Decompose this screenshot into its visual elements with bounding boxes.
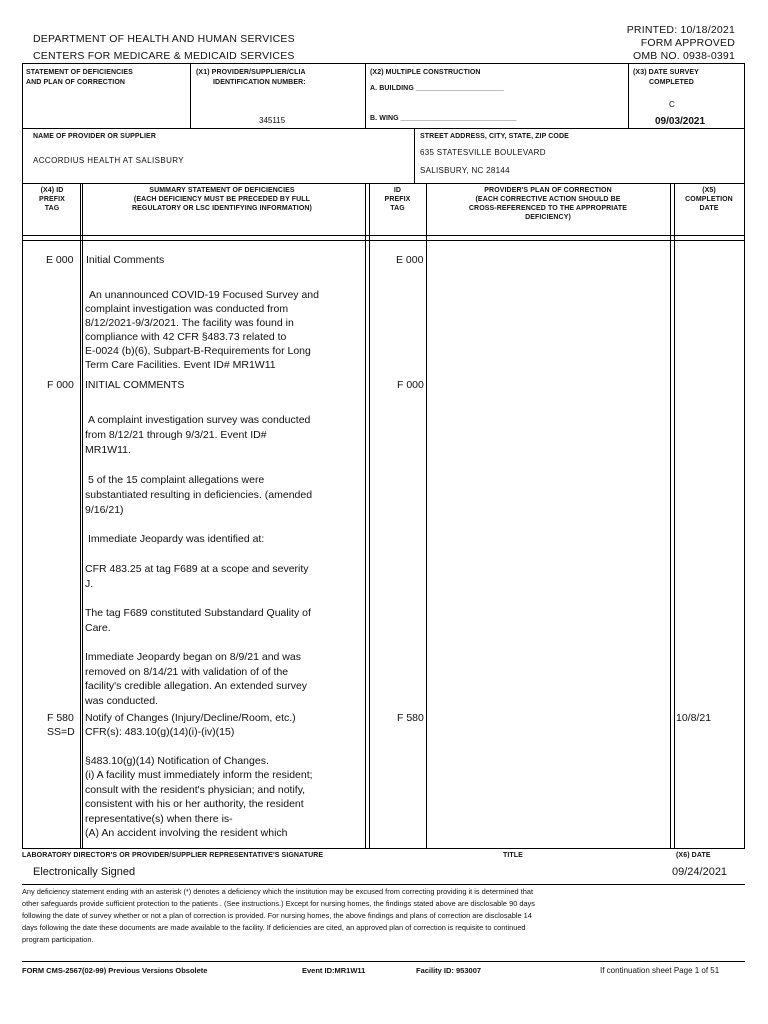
street-address: 635 STATESVILLE BOULEVARD [420,148,546,157]
disclaimer-line: other safeguards provide sufficient protection to the patients . (See instructions.) Except for nursing homes, the findings stated above are disclosable 90 days [22,899,535,908]
disclaimer-line: program participation. [22,935,94,944]
disclaimer-line: Any deficiency statement ending with an asterisk (*) denotes a deficiency which the institution may be excused from correcting providing it is determined that [22,887,534,896]
address-label: STREET ADDRESS, CITY, STATE, ZIP CODE [420,133,569,140]
body-line: J. [85,578,94,590]
body-line: The tag F689 constituted Substandard Quality of [85,607,311,619]
summary-label: SUMMARY STATEMENT OF DEFICIENCIES [149,187,295,194]
body-line: A complaint investigation survey was conducted [88,414,311,426]
plan-label: PROVIDER'S PLAN OF CORRECTION [484,187,612,194]
body-line: removed on 8/14/21 with validation of of the [85,666,289,678]
summary-label-2: (EACH DEFICIENCY MUST BE PRECEDED BY FULL [133,196,311,203]
body-line: §483.10(g)(14) Notification of Changes. [85,755,269,767]
tag-f580-severity: SS=D [47,726,75,738]
form-approved: FORM APPROVED [640,37,735,49]
signature-date: 09/24/2021 [672,866,728,878]
provider-name-label: NAME OF PROVIDER OR SUPPLIER [33,133,156,140]
id-label: ID [393,187,402,194]
agency-title: CENTERS FOR MEDICARE & MEDICAID SERVICES [33,50,295,62]
body-line: MR1W11. [85,444,131,456]
provider-id: 345115 [259,116,286,125]
facility-id: Facility ID: 953007 [416,966,482,975]
body-line: consistent with his or her authority, the resident [85,798,304,810]
tag-f580-right: F 580 [397,712,424,724]
body-line: Initial Comments [86,254,165,266]
body-line: Immediate Jeopardy was identified at: [88,533,265,545]
body-line: (i) A facility must immediately inform the resident; [85,769,313,781]
body-line: INITIAL COMMENTS [85,379,185,391]
body-line: E-0024 (b)(6), Subpart-B-Requirements for Long [85,345,311,357]
statement-label-2: AND PLAN OF CORRECTION [26,79,126,86]
body-line: Care. [85,622,111,634]
body-line: Immediate Jeopardy began on 8/9/21 and was [85,651,301,663]
tag-f000-right: F 000 [397,379,424,391]
body-line: 8/12/2021-9/3/2021. The facility was found in [85,317,294,329]
body-line: facility's credible allegation. An extended survey [85,680,308,692]
body-line: An unannounced COVID-19 Focused Survey and [89,289,319,301]
signature-label: LABORATORY DIRECTOR'S OR PROVIDER/SUPPLIER REPRESENTATIVE'S SIGNATURE [22,852,324,859]
body-line: 5 of the 15 complaint allegations were [88,474,265,486]
provider-name: ACCORDIUS HEALTH AT SALISBURY [33,156,185,165]
body-line: Notify of Changes (Injury/Decline/Room, etc.) [85,712,296,724]
x3-label: (X3) DATE SURVEY [633,69,699,76]
x2-label: (X2) MULTIPLE CONSTRUCTION [370,69,481,76]
form-number: FORM CMS-2567(02-99) Previous Versions Obsolete [22,966,208,975]
disclaimer-line: following the date of survey whether or not a plan of correction is provided. For nursing homes, the above findings and plans of correction are disclosable 14 [22,911,532,920]
building-line: A. BUILDING ______________________ [370,85,504,92]
wing-line: B. WING _____________________________ [370,115,517,122]
event-id: Event ID:MR1W11 [302,966,366,975]
x3-label-2: COMPLETED [649,79,694,86]
x4-label-2: PREFIX [39,196,65,203]
tag-e000-left: E 000 [46,254,74,266]
x5-label-2: COMPLETION [685,196,733,203]
plan-label-3: CROSS-REFERENCED TO THE APPROPRIATE [468,205,628,212]
title-label: TITLE [503,852,523,859]
body-line: was conducted. [85,695,158,707]
plan-label-2: (EACH CORRECTIVE ACTION SHOULD BE [475,196,621,203]
body-line: 9/16/21) [85,504,124,516]
x6-date-label: (X6) DATE [676,852,711,859]
body-line: complaint investigation was conducted from [85,303,289,315]
x1-label-2: IDENTIFICATION NUMBER: [213,79,306,86]
body-line: Term Care Facilities. Event ID# MR1W11 [85,359,276,371]
x4-label-3: TAG [44,205,60,212]
tag-f580-left: F 580 [47,712,74,724]
department-title: DEPARTMENT OF HEALTH AND HUMAN SERVICES [33,33,295,45]
page-indicator: If continuation sheet Page 1 of 51 [600,966,720,975]
statement-label: STATEMENT OF DEFICIENCIES [26,69,133,76]
body-line: consult with the resident's physician; and notify, [85,784,306,796]
signature-value: Electronically Signed [33,866,136,878]
survey-type: C [669,100,675,109]
body-line: (A) An accident involving the resident which [85,827,288,839]
tag-f000-left: F 000 [47,379,74,391]
body-line: substantiated resulting in deficiencies. (amended [85,489,313,501]
survey-date: 09/03/2021 [655,116,706,127]
id-label-2: PREFIX [384,196,411,203]
x4-label: (X4) ID [40,187,64,194]
body-line: CFR 483.25 at tag F689 at a scope and severity [85,563,309,575]
x5-label-3: DATE [699,205,719,212]
summary-label-3: REGULATORY OR LSC IDENTIFYING INFORMATION) [132,205,312,212]
tag-e000-right: E 000 [396,254,424,266]
f580-completion-date: 10/8/21 [676,712,712,724]
x1-label: (X1) PROVIDER/SUPPLIER/CLIA [196,69,306,76]
x5-label: (X5) [702,187,716,194]
disclaimer-line: days following the date these documents are made available to the facility. If deficiencies are cited, an approved plan of correction is requisite to continued [22,923,526,932]
omb-number: OMB NO. 0938-0391 [632,50,735,62]
body-line: CFR(s): 483.10(g)(14)(i)-(iv)(15) [85,726,235,738]
plan-label-4: DEFICIENCY) [525,214,571,221]
id-label-3: TAG [390,205,405,212]
body-line: representative(s) when there is- [85,813,233,825]
city-state-zip: SALISBURY, NC 28144 [420,166,510,175]
printed-date: PRINTED: 10/18/2021 [626,24,735,36]
body-line: compliance with 42 CFR §483.73 related to [85,331,287,343]
body-line: from 8/12/21 through 9/3/21. Event ID# [85,429,267,441]
